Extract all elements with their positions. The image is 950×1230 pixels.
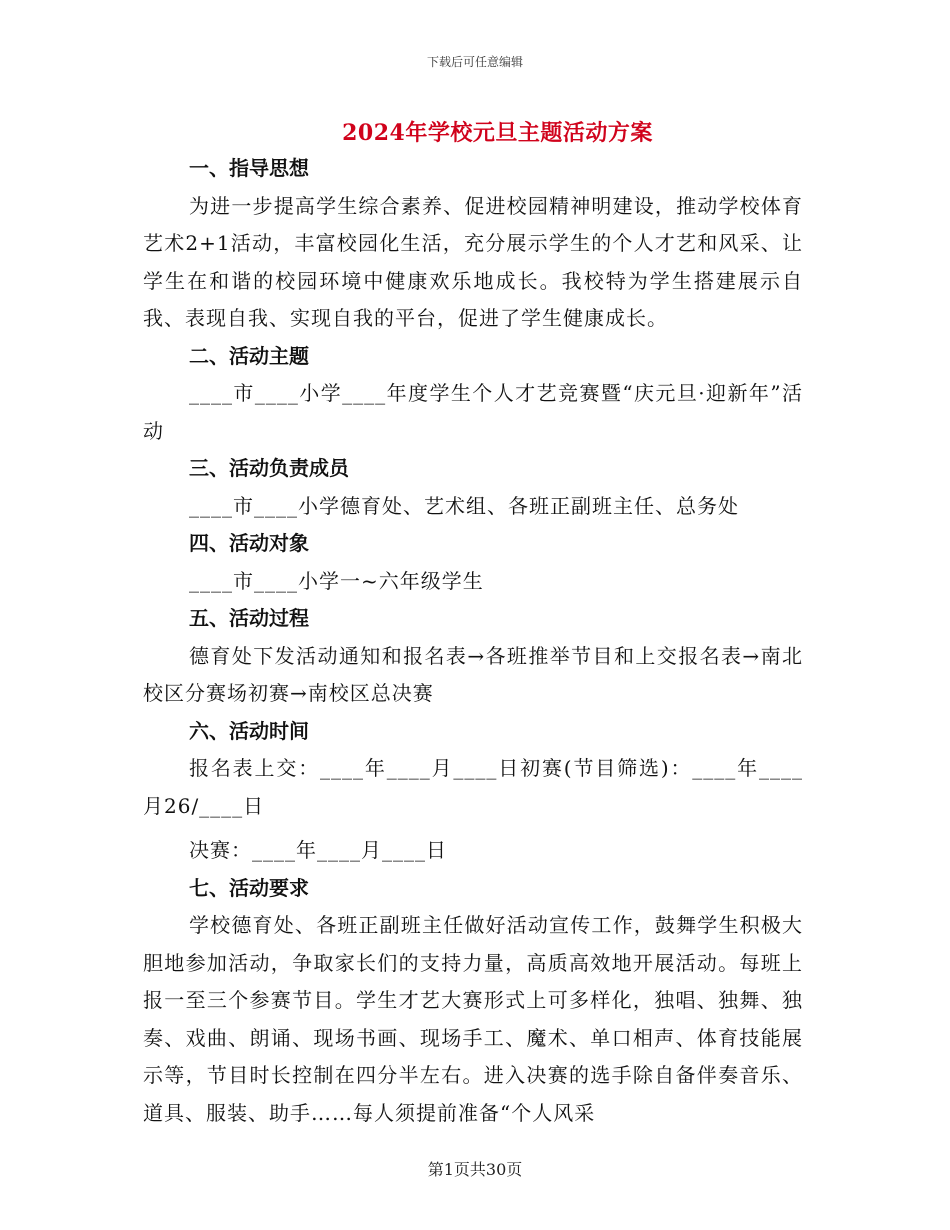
section-heading-activity-process: 五、活动过程 <box>189 606 309 630</box>
section-heading-guiding-ideology: 一、指导思想 <box>189 156 309 180</box>
section-paragraph: ____市____小学一~六年级学生 <box>189 568 484 593</box>
section-paragraph: 为进一步提高学生综合素养、促进校园精神明建设，推动学校体育艺术2+1活动，丰富校园化生活，充分展示学生的个人才艺和风采、让学生在和谐的校园环境中健康欢乐地成长。我校特为学生搭建展示自我、表现自我、实现自我的平台，促进了学生健康成长。 <box>143 193 803 330</box>
section-paragraph: ____市____小学德育处、艺术组、各班正副班主任、总务处 <box>189 493 739 518</box>
section-heading-activity-theme: 二、活动主题 <box>189 343 309 368</box>
document-title: 2024年学校元旦主题活动方案 <box>342 120 653 146</box>
document-body <box>143 150 803 1132</box>
section-paragraph: 德育处下发活动通知和报名表→各班推举节目和上交报名表→南北校区分赛场初赛→南校区总决赛 <box>143 643 803 705</box>
section-paragraph: 决赛：____年____月____日 <box>189 838 447 862</box>
section-heading-activity-requirements: 七、活动要求 <box>189 875 309 900</box>
section-paragraph: ____市____小学____年度学生个人才艺竞赛暨“庆元旦·迎新年”活动 <box>143 381 803 443</box>
section-heading-activity-time: 六、活动时间 <box>189 718 309 743</box>
page-footer: 第1页共30页 <box>427 1160 523 1179</box>
section-heading-activity-target: 四、活动对象 <box>189 531 309 555</box>
section-paragraph: 学校德育处、各班正副班主任做好活动宣传工作，鼓舞学生积极大胆地参加活动，争取家长们的支持力量，高质高效地开展活动。每班上报一至三个参赛节目。学生才艺大赛形式上可多样化，独唱、独舞、独奏、戏曲、朗诵、现场书画、现场手工、魔术、单口相声、体育技能展示等，节目时长控制在四分半左右。进入决赛的选手除自备伴奏音乐、道具、服装、助手……每人须提前准备“个人风采 <box>143 913 803 1125</box>
section-heading-responsible-members: 三、活动负责成员 <box>189 456 349 480</box>
section-paragraph: 报名表上交：____年____月____日初赛(节目筛选)：____年____月26/____日 <box>143 756 803 818</box>
page-header: 下载后可任意编辑 <box>426 55 523 69</box>
